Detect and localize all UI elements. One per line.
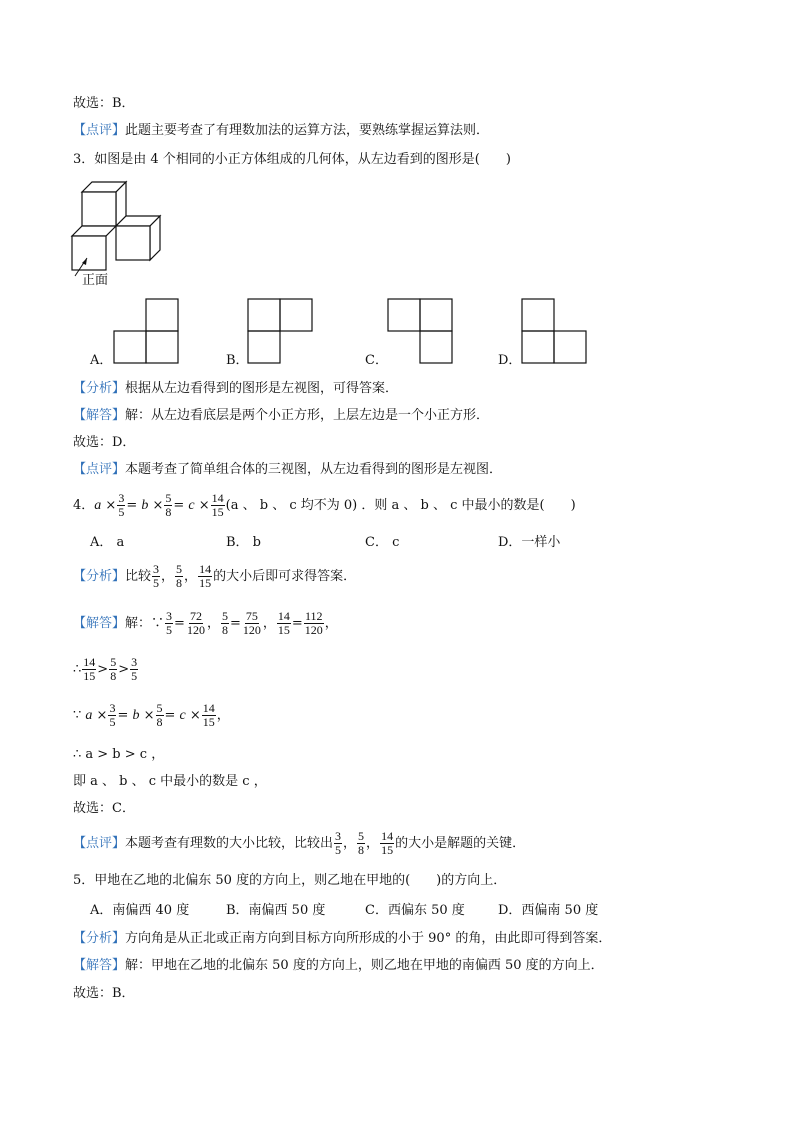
option-a-label: A． <box>90 353 113 368</box>
option-d: D．一样小 <box>498 535 561 550</box>
analysis-tag: 【分析】 <box>73 381 126 396</box>
solution-line-q3 <box>73 407 489 425</box>
solution-line-q5 <box>73 957 604 975</box>
comment-line-q4: 【点评】本题考查有理数的大小比较，比较出 $\frac{3}{5}$ ， $\frac{5}{8}$ ， $\frac{14}{15}$ 的大小是解题的关键． <box>73 829 526 857</box>
question-number: 4． <box>73 498 95 513</box>
smallest-line: 即 a 、 b 、 c 中最小的数是 c ， <box>73 774 267 789</box>
analysis-text: 根据从左边看得到的图形是左视图，可得答案． <box>125 381 399 396</box>
comment-text: 此题主要考查了有理数加法的运算方法，要熟练掌握运算法则． <box>125 123 490 138</box>
front-label: 正面 <box>82 273 109 288</box>
solution-tag: 【解答】 <box>73 616 126 631</box>
answer-line-q4: 故选：C． <box>73 801 135 816</box>
solution-text: 解：从左边看底层是两个小正方形，上层左边是一个小正方形． <box>125 408 490 423</box>
fraction: $\frac{5}{8}$ <box>165 491 172 519</box>
comment-text: 本题考查了简单组合体的三视图，从左边看得到的图形是左视图． <box>125 462 503 477</box>
option-a: A．南偏西 40 度 <box>90 903 190 918</box>
comment-tag: 【点评】 <box>73 836 126 851</box>
question-5-stem: 5．甲地在乙地的北偏东 50 度的方向上，则乙地在甲地的( )的方向上． <box>73 873 507 888</box>
solution-text: 解：甲地在乙地的北偏东 50 度的方向上，则乙地在甲地的南偏西 50 度的方向上． <box>125 958 604 973</box>
analysis-line-q3 <box>73 380 398 398</box>
solution-tag: 【解答】 <box>73 958 126 973</box>
option-d: D．西偏南 50 度 <box>498 903 599 918</box>
comment-line-q2 <box>73 122 489 140</box>
because-line: ∵ a × $\frac{3}{5}$ = b × $\frac{5}{8}$ = c × $\frac{14}{15}$ ， <box>73 701 230 729</box>
option-b-label: B． <box>226 353 249 368</box>
analysis-text: 方向角是从正北或正南方向到目标方向所形成的小于 90° 的角，由此即可得到答案． <box>125 931 612 946</box>
therefore-line-2: ∴ a > b > c ， <box>73 747 165 762</box>
option-b-figure <box>248 298 314 364</box>
question-4-stem: 4．a × $\frac{3}{5}$ = b × $\frac{5}{8}$ = c × $\frac{14}{15}$ (a 、 b 、 c 均不为 0) ．则 a 、 b 、 c 中最小的数是( ) <box>73 491 576 519</box>
option-c-label: C． <box>365 353 388 368</box>
option-c-figure <box>388 298 454 364</box>
solution-tag: 【解答】 <box>73 408 126 423</box>
option-b: B．南偏西 50 度 <box>226 903 326 918</box>
question-3-stem: 3．如图是由 4 个相同的小正方体组成的几何体，从左边看到的图形是( ) <box>73 152 511 167</box>
fraction: $\frac{3}{5}$ <box>118 491 125 519</box>
option-b: B． b <box>226 535 262 550</box>
analysis-line-q4: 【分析】比较 $\frac{3}{5}$ ， $\frac{5}{8}$ ， $\frac{14}{15}$ 的大小后即可求得答案． <box>73 562 357 590</box>
analysis-tag: 【分析】 <box>73 569 126 584</box>
option-d-label: D． <box>498 353 522 368</box>
option-a: A． a <box>90 535 125 550</box>
condition-text: (a 、 b 、 c 均不为 0) ．则 a 、 b 、 c 中最小的数是( ) <box>225 498 576 513</box>
answer-line-q5: 故选：B． <box>73 986 135 1001</box>
answer-line-q2: 故选：B． <box>73 96 135 111</box>
answer-line-q3: 故选：D． <box>73 435 136 450</box>
option-a-figure <box>114 298 180 364</box>
analysis-line-q5 <box>73 930 611 948</box>
option-c: C．西偏东 50 度 <box>365 903 465 918</box>
comment-line-q3 <box>73 461 502 479</box>
analysis-tag: 【分析】 <box>73 931 126 946</box>
comment-tag: 【点评】 <box>73 462 126 477</box>
solution-line-q4: 【解答】解：∵ $\frac{3}{5}$ = $\frac{72}{120}$ ， $\frac{5}{8}$ = $\frac{75}{120}$ ， $\frac{14}{15}$ = $\frac{112}{120}$ ， <box>73 609 338 637</box>
fraction: $\frac{14}{15}$ <box>211 491 224 519</box>
option-d-figure <box>522 298 588 364</box>
cube-solid-figure <box>68 178 168 273</box>
therefore-line-1: ∴ $\frac{14}{15}$ > $\frac{5}{8}$ > $\frac{3}{5}$ <box>73 655 138 683</box>
comment-tag: 【点评】 <box>73 123 126 138</box>
option-c: C． c <box>365 535 400 550</box>
